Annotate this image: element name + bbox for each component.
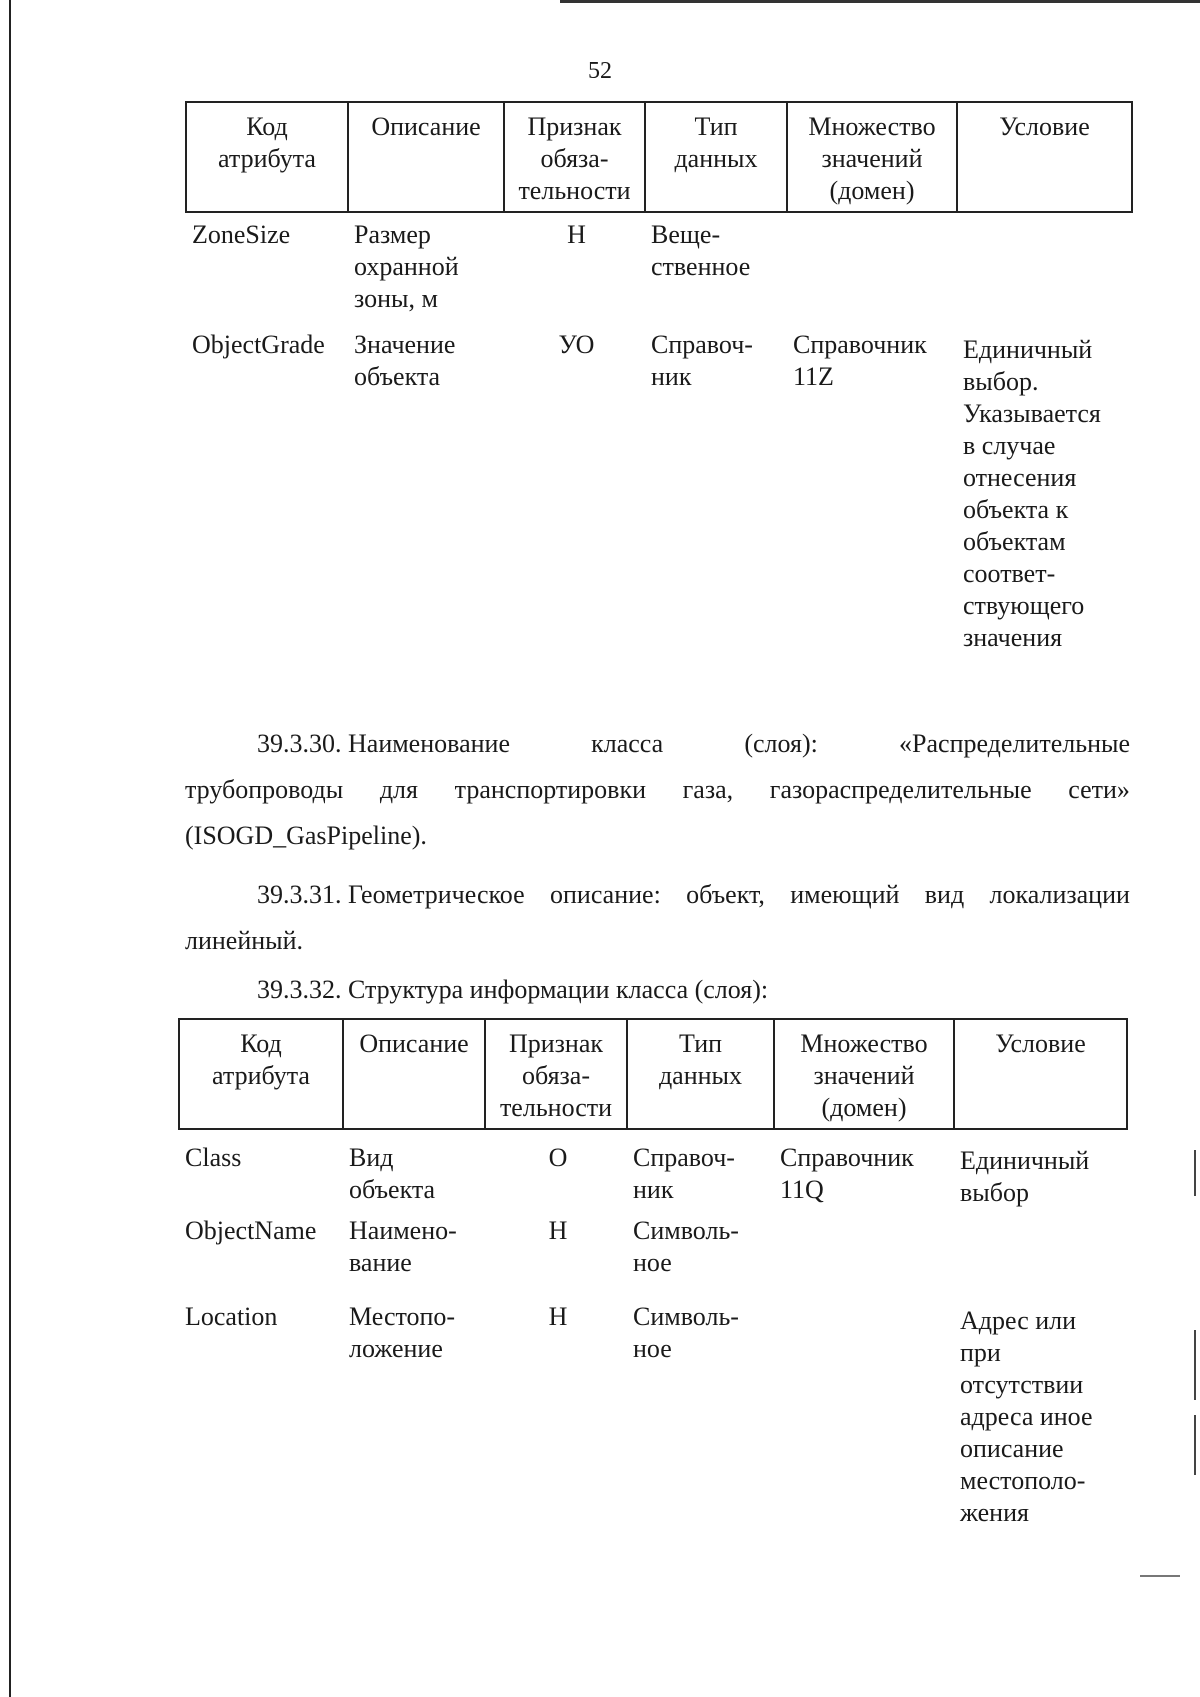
text-line: Символь- (633, 1302, 739, 1331)
cell-mandatory: Н (567, 220, 586, 249)
text-line: Единичный (963, 335, 1093, 364)
text-line: Тип (694, 112, 738, 141)
text-line: Справоч- (633, 1143, 735, 1172)
cell-domain (774, 1301, 954, 1529)
header-code (186, 102, 348, 212)
text-line: 11Q (780, 1175, 824, 1204)
text-line: объекта к (963, 495, 1069, 524)
word: транспортировки (454, 775, 646, 804)
cell-domain (774, 1129, 954, 1215)
page-edge (9, 0, 11, 1697)
text-line: Множество (808, 112, 936, 141)
scan-artifact (1194, 1150, 1196, 1196)
cell-data-type (627, 1215, 774, 1301)
text-line: ложение (349, 1334, 443, 1363)
text-line: соответ- (963, 559, 1056, 588)
text-line: отнесения (963, 463, 1077, 492)
text-line: Признак (527, 112, 622, 141)
header-condition: Условие (954, 1019, 1127, 1129)
text-line: Справочник (793, 330, 927, 359)
word: 39.3.30. Наименование (257, 729, 510, 758)
header-description: Описание (348, 102, 504, 212)
text-line: обяза- (540, 144, 609, 173)
cell-description (348, 329, 504, 654)
header-mandatory (485, 1019, 627, 1129)
word: 39.3.31. Геометрическое (257, 880, 525, 909)
text-line: Символь- (633, 1216, 739, 1245)
word: для (379, 775, 418, 804)
cell-description (343, 1129, 485, 1215)
page-number: 52 (588, 58, 612, 84)
text-line: Справочник (780, 1143, 914, 1172)
text-line: (домен) (829, 176, 915, 205)
table-row (179, 1129, 1127, 1215)
text-line: Наимено- (349, 1216, 457, 1245)
paragraph-structure: 39.3.32. Структура информации класса (слоя): (257, 975, 769, 1004)
text-line: выбор. (963, 367, 1039, 396)
text-line: зоны, м (354, 284, 438, 313)
text-line: при (960, 1338, 1001, 1367)
text-line: охранной (354, 252, 459, 281)
paragraph-class-name (185, 721, 1130, 859)
cell-domain (787, 212, 957, 329)
text-line: данных (674, 144, 758, 173)
cell-code: Location (185, 1302, 278, 1331)
table-row (179, 1215, 1127, 1301)
word: газа, (682, 775, 734, 804)
text-line: тельности (518, 176, 631, 205)
word: сети» (1068, 775, 1130, 804)
word: объект, (686, 880, 765, 909)
text-line: Веще- (651, 220, 721, 249)
paragraph-line (185, 767, 1130, 813)
text-line: выбор (960, 1178, 1029, 1207)
cell-condition (957, 212, 1132, 329)
text-line: значений (821, 144, 923, 173)
header-mandatory (504, 102, 645, 212)
text-line: 11Z (793, 362, 834, 391)
cell-domain (774, 1215, 954, 1301)
text-line: ственное (651, 252, 751, 281)
cell-data-type (627, 1301, 774, 1529)
table-header (179, 1019, 1127, 1129)
cell-description (348, 212, 504, 329)
text-line: Тип (678, 1029, 723, 1058)
word: класса (591, 729, 664, 758)
cell-condition (954, 1129, 1127, 1215)
table-row (186, 329, 1132, 654)
table-row (186, 212, 1132, 329)
text-line: атрибута (212, 1061, 310, 1090)
text-line: ник (633, 1175, 674, 1204)
word: (слоя): (744, 729, 818, 758)
text-line: описание (960, 1434, 1064, 1463)
cell-domain (787, 329, 957, 654)
text-line: значений (813, 1061, 915, 1090)
cell-data-type (645, 212, 787, 329)
text-line: вание (349, 1248, 412, 1277)
header-condition: Условие (957, 102, 1132, 212)
word: локализации (989, 880, 1130, 909)
cell-data-type (645, 329, 787, 654)
cell-code: Class (185, 1143, 242, 1172)
paragraph-line: (ISOGD_GasPipeline). (185, 821, 427, 850)
word: имеющий (790, 880, 900, 909)
scan-artifact (1194, 1330, 1196, 1400)
text-line: Признак (508, 1029, 604, 1058)
text-line: ное (633, 1248, 672, 1277)
cell-mandatory: Н (548, 1302, 568, 1331)
cell-data-type (627, 1129, 774, 1215)
text-line: жения (960, 1498, 1029, 1527)
text-line: Множество (800, 1029, 928, 1058)
text-line: (домен) (821, 1093, 907, 1122)
text-line: адреса иное (960, 1402, 1093, 1431)
cell-description (343, 1215, 485, 1301)
text-line: объекта (349, 1175, 436, 1204)
paragraph-line: линейный. (185, 926, 304, 955)
header-code (179, 1019, 343, 1129)
text-line: ное (633, 1334, 672, 1363)
page-edge (560, 0, 1200, 3)
text-line: атрибута (218, 144, 316, 173)
cell-code: ObjectGrade (192, 330, 325, 359)
paragraph-geometry (185, 872, 1130, 964)
word: «Распределительные (899, 729, 1130, 758)
paragraph-line (185, 872, 1130, 918)
text-line: Единичный (960, 1146, 1090, 1175)
table-row (179, 1301, 1127, 1529)
cell-description (343, 1301, 485, 1529)
text-line: местополо- (960, 1466, 1086, 1495)
text-line: Значение (354, 330, 456, 359)
header-description: Описание (343, 1019, 485, 1129)
text-line: объектам (963, 527, 1066, 556)
cell-condition (957, 329, 1132, 654)
header-data-type (627, 1019, 774, 1129)
text-line: Местопо- (349, 1302, 456, 1331)
text-line: Вид (349, 1143, 394, 1172)
text-line: Справоч- (651, 330, 753, 359)
table-header (186, 102, 1132, 212)
cell-mandatory: УО (558, 330, 595, 359)
text-line: в случае (963, 431, 1056, 460)
header-domain (787, 102, 957, 212)
word: трубопроводы (185, 775, 344, 804)
attribute-table (185, 101, 1133, 654)
cell-condition (954, 1215, 1127, 1301)
cell-code: ObjectName (185, 1216, 317, 1245)
text-line: Размер (354, 220, 431, 249)
header-data-type (645, 102, 787, 212)
scan-artifact (1194, 1415, 1196, 1475)
cell-condition (954, 1301, 1127, 1529)
scan-artifact (1140, 1575, 1180, 1577)
text-line: Код (246, 112, 288, 141)
text-line: Указывается (963, 399, 1101, 428)
text-line: отсутствии (960, 1370, 1084, 1399)
paragraph-line (185, 721, 1130, 767)
text-line: значения (963, 623, 1063, 652)
text-line: Код (240, 1029, 282, 1058)
attribute-table (178, 1018, 1128, 1529)
word: вид (924, 880, 965, 909)
text-line: данных (658, 1061, 743, 1090)
text-line: ствующего (963, 591, 1085, 620)
word: описание: (549, 880, 661, 909)
text-line: обяза- (521, 1061, 590, 1090)
text-line: объекта (354, 362, 441, 391)
word: газораспределительные (769, 775, 1032, 804)
cell-mandatory: Н (548, 1216, 568, 1245)
cell-mandatory: О (548, 1143, 568, 1172)
text-line: тельности (499, 1093, 613, 1122)
text-line: Адрес или (960, 1306, 1077, 1335)
cell-code: ZoneSize (192, 220, 291, 249)
header-domain (774, 1019, 954, 1129)
text-line: ник (651, 362, 692, 391)
